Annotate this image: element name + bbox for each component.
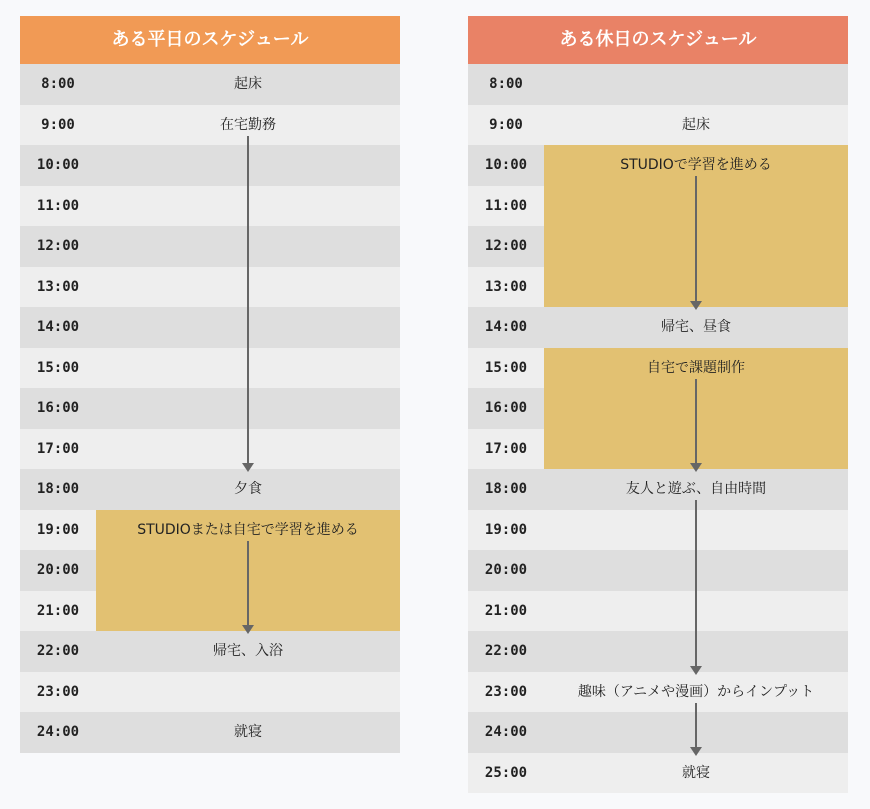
time-label: 18:00 bbox=[36, 481, 80, 497]
time-label: 25:00 bbox=[484, 764, 528, 781]
schedule-row bbox=[20, 186, 400, 227]
time-label: 11:00 bbox=[36, 197, 80, 214]
time-label: 12:00 bbox=[484, 238, 528, 254]
schedule-row bbox=[20, 672, 400, 713]
time-label: 20:00 bbox=[484, 562, 528, 578]
time-label: 19:00 bbox=[484, 521, 528, 538]
schedule-row bbox=[468, 469, 848, 510]
time-label: 24:00 bbox=[36, 724, 80, 740]
time-label: 16:00 bbox=[36, 400, 80, 416]
time-label: 16:00 bbox=[484, 400, 528, 416]
schedule-row bbox=[20, 307, 400, 348]
schedule-row bbox=[20, 712, 400, 753]
time-label: 10:00 bbox=[484, 157, 528, 173]
event-label: 夕食 bbox=[234, 481, 262, 497]
activity-block-label: STUDIOで学習を進める bbox=[620, 157, 772, 173]
timeline-arrow bbox=[247, 136, 249, 465]
time-label: 20:00 bbox=[36, 562, 80, 578]
schedule-row bbox=[20, 429, 400, 470]
event-label: 起床 bbox=[234, 76, 262, 92]
time-label: 15:00 bbox=[484, 359, 528, 376]
time-label: 21:00 bbox=[484, 602, 528, 619]
schedule-row bbox=[20, 388, 400, 429]
timeline-arrow bbox=[695, 500, 697, 667]
schedule-row bbox=[468, 105, 848, 146]
schedule-row bbox=[20, 226, 400, 267]
activity-block-label: 自宅で課題制作 bbox=[647, 359, 745, 376]
event-label: 帰宅、昼食 bbox=[661, 319, 731, 335]
time-label: 21:00 bbox=[36, 602, 80, 619]
time-label: 12:00 bbox=[36, 238, 80, 254]
event-label: 就寝 bbox=[682, 764, 710, 781]
event-label: 在宅勤務 bbox=[220, 116, 276, 133]
event-label: 起床 bbox=[682, 116, 710, 133]
time-label: 24:00 bbox=[484, 724, 528, 740]
time-label: 8:00 bbox=[41, 76, 75, 92]
time-label: 23:00 bbox=[36, 683, 80, 700]
weekday-rows bbox=[20, 64, 400, 753]
timeline-arrow bbox=[695, 703, 697, 748]
schedule-row bbox=[20, 348, 400, 389]
schedule-row bbox=[20, 105, 400, 146]
time-label: 13:00 bbox=[36, 278, 80, 295]
activity-block-label: STUDIOまたは自宅で学習を進める bbox=[137, 521, 359, 538]
schedule-row bbox=[468, 64, 848, 105]
schedule-row bbox=[468, 550, 848, 591]
holiday-rows bbox=[468, 64, 848, 793]
schedule-row bbox=[20, 469, 400, 510]
time-label: 18:00 bbox=[484, 481, 528, 497]
schedule-row bbox=[20, 145, 400, 186]
time-label: 19:00 bbox=[36, 521, 80, 538]
holiday-title: ある休日のスケジュール bbox=[468, 16, 848, 64]
schedule-row bbox=[468, 591, 848, 632]
time-label: 13:00 bbox=[484, 278, 528, 295]
holiday-schedule-table bbox=[468, 16, 848, 793]
schedule-row bbox=[468, 510, 848, 551]
time-label: 23:00 bbox=[484, 683, 528, 700]
schedule-row bbox=[468, 712, 848, 753]
time-label: 10:00 bbox=[36, 157, 80, 173]
schedule-row bbox=[20, 267, 400, 308]
time-label: 15:00 bbox=[36, 359, 80, 376]
event-label: 帰宅、入浴 bbox=[213, 643, 283, 659]
time-label: 11:00 bbox=[484, 197, 528, 214]
timeline-arrow bbox=[695, 379, 697, 465]
time-label: 9:00 bbox=[489, 116, 523, 133]
schedule-row bbox=[20, 64, 400, 105]
event-label bbox=[544, 64, 848, 105]
schedule-row bbox=[468, 307, 848, 348]
timeline-arrow bbox=[695, 176, 697, 302]
event-label: 友人と遊ぶ、自由時間 bbox=[625, 481, 767, 497]
schedule-row bbox=[468, 631, 848, 672]
event-label bbox=[96, 672, 400, 713]
event-label: 就寝 bbox=[234, 724, 262, 740]
weekday-schedule-table bbox=[20, 16, 400, 753]
time-label: 14:00 bbox=[36, 319, 80, 335]
time-label: 14:00 bbox=[484, 319, 528, 335]
event-label: 趣味（アニメや漫画）からインプット bbox=[577, 683, 815, 700]
schedule-row bbox=[468, 753, 848, 794]
time-label: 17:00 bbox=[36, 440, 80, 457]
schedule-row bbox=[468, 672, 848, 713]
time-label: 8:00 bbox=[489, 76, 523, 92]
time-label: 22:00 bbox=[484, 643, 528, 659]
time-label: 9:00 bbox=[41, 116, 75, 133]
timeline-arrow bbox=[247, 541, 249, 627]
time-label: 22:00 bbox=[36, 643, 80, 659]
time-label: 17:00 bbox=[484, 440, 528, 457]
weekday-title: ある平日のスケジュール bbox=[20, 16, 400, 64]
schedule-row bbox=[20, 631, 400, 672]
